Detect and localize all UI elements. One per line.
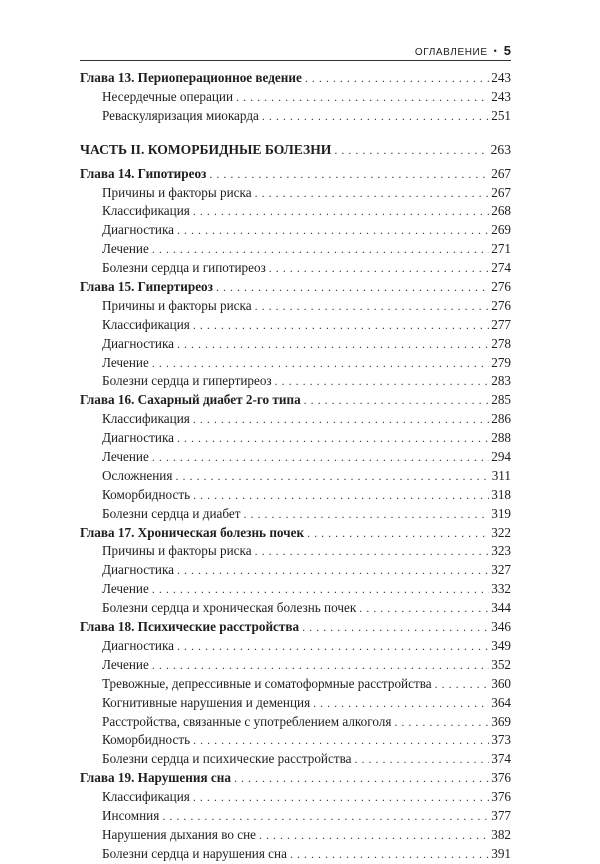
dot-leader: [355, 750, 490, 769]
toc-page-number: 286: [491, 411, 511, 427]
dot-leader: [236, 88, 489, 107]
toc-page-number: 271: [491, 241, 511, 257]
toc-section-row: [80, 448, 511, 467]
dot-leader: [193, 316, 489, 335]
toc-page-number: 332: [491, 581, 511, 597]
toc-chapter-row: [80, 391, 511, 410]
dot-leader: [152, 354, 489, 373]
toc-section-title: Лечение: [102, 581, 149, 597]
toc-section-row: [80, 675, 511, 694]
toc-section-title: Болезни сердца и гипертиреоз: [102, 373, 272, 389]
dot-leader: [305, 69, 489, 88]
dot-leader: [175, 467, 489, 486]
toc-section-row: [80, 259, 511, 278]
dot-leader: [209, 165, 489, 184]
dot-leader: [234, 769, 489, 788]
dot-leader: [313, 694, 489, 713]
dot-leader: [269, 259, 489, 278]
toc-section-row: [80, 505, 511, 524]
dot-leader: [334, 135, 488, 165]
toc-page-number: 288: [491, 430, 511, 446]
toc-page-number: 376: [491, 789, 511, 805]
dot-leader: [259, 826, 489, 845]
dot-leader: [193, 731, 489, 750]
toc-page-number: 279: [491, 354, 511, 370]
toc-chapter-row: [80, 618, 511, 637]
toc-section-row: [80, 599, 511, 618]
page-header: [80, 42, 511, 61]
toc-chapter-title: Глава 19. Нарушения сна: [80, 770, 231, 786]
toc-page-number: 376: [491, 770, 511, 786]
dot-leader: [193, 410, 489, 429]
dot-leader: [359, 599, 489, 618]
dot-leader: [177, 221, 489, 240]
toc-page-number: 377: [491, 807, 511, 823]
toc-section-title: Болезни сердца и нарушения сна: [102, 845, 287, 861]
dot-leader: [152, 240, 489, 259]
toc-section-row: [80, 656, 511, 675]
toc-section-row: [80, 694, 511, 713]
toc-page-number: 276: [491, 297, 511, 313]
toc-section-title: Причины и факторы риска: [102, 297, 252, 313]
toc-chapter-title: Глава 17. Хроническая болезнь почек: [80, 524, 305, 540]
dot-leader: [435, 675, 490, 694]
toc-section-title: Коморбидность: [102, 486, 191, 502]
table-of-contents: [80, 69, 511, 864]
toc-section-title: Инсомния: [102, 807, 160, 823]
toc-page-number: 243: [491, 70, 511, 85]
toc-section-title: Реваскуляризация миокарда: [102, 107, 259, 123]
toc-section-row: [80, 221, 511, 240]
toc-page-number: 391: [491, 845, 511, 861]
toc-page-number: 268: [491, 203, 511, 219]
toc-section-row: [80, 637, 511, 656]
toc-chapter-title: Глава 13. Периоперационное ведение: [80, 70, 302, 85]
dot-leader: [177, 637, 489, 656]
dot-leader: [216, 278, 489, 297]
dot-leader: [193, 788, 489, 807]
dot-leader: [290, 845, 489, 864]
toc-page-number: 267: [491, 184, 511, 200]
toc-page-number: 323: [491, 543, 511, 559]
page-number: 5: [503, 43, 511, 58]
toc-section-title: Болезни сердца и психические расстройства: [102, 751, 352, 767]
toc-chapter-row: [80, 165, 511, 184]
toc-page-number: 349: [491, 637, 511, 653]
dot-leader: [177, 335, 489, 354]
toc-section-title: Диагностика: [102, 222, 175, 238]
bullet-icon: •: [493, 46, 497, 56]
dot-leader: [152, 448, 489, 467]
toc-section-row: [80, 788, 511, 807]
toc-section-row: [80, 202, 511, 221]
toc-section-row: [80, 826, 511, 845]
toc-page-number: 251: [491, 107, 511, 123]
toc-page-number: 382: [491, 826, 511, 842]
dot-leader: [177, 429, 489, 448]
toc-page-number: 269: [491, 222, 511, 238]
toc-section-title: Когнитивные нарушения и деменция: [102, 694, 311, 710]
toc-section-row: [80, 807, 511, 826]
toc-section-row: [80, 429, 511, 448]
toc-chapter-title: Глава 15. Гипертиреоз: [80, 279, 213, 295]
toc-page-number: 278: [491, 335, 511, 351]
dot-leader: [152, 580, 489, 599]
dot-leader: [302, 618, 489, 637]
toc-section-title: Болезни сердца и диабет: [102, 505, 241, 521]
toc-section-row: [80, 713, 511, 732]
toc-section-title: Классификация: [102, 789, 190, 805]
toc-page-number: 285: [491, 392, 511, 408]
toc-chapter-row: [80, 69, 511, 88]
dot-leader: [193, 202, 489, 221]
toc-chapter-title: Глава 16. Сахарный диабет 2-го типа: [80, 392, 301, 408]
toc-section-row: [80, 335, 511, 354]
toc-section-row: [80, 372, 511, 391]
toc-page-number: 319: [491, 505, 511, 521]
toc-section-row: [80, 845, 511, 864]
toc-section-title: Причины и факторы риска: [102, 184, 252, 200]
toc-page-number: 276: [491, 279, 511, 295]
dot-leader: [275, 372, 490, 391]
toc-section-title: Классификация: [102, 411, 190, 427]
toc-page-number: 243: [491, 88, 511, 104]
dot-leader: [307, 524, 489, 543]
toc-page-number: 360: [491, 675, 511, 691]
toc-section-row: [80, 542, 511, 561]
running-header: [415, 42, 511, 60]
toc-page-number: 267: [491, 165, 511, 181]
toc-section-row: [80, 107, 511, 126]
toc-section-row: [80, 240, 511, 259]
toc-section-row: [80, 88, 511, 107]
toc-section-row: [80, 297, 511, 316]
toc-page-number: 294: [491, 449, 511, 465]
dot-leader: [255, 184, 490, 203]
toc-section-title: Причины и факторы риска: [102, 543, 252, 559]
toc-section-title: Тревожные, депрессивные и соматоформные расстройства: [102, 675, 432, 691]
toc-page-number: 322: [491, 524, 511, 540]
toc-page-number: 283: [491, 373, 511, 389]
toc-page-number: 374: [491, 751, 511, 767]
toc-page-number: 373: [491, 732, 511, 748]
toc-section-title: Лечение: [102, 241, 149, 257]
toc-section-title: Болезни сердца и хроническая болезнь почек: [102, 600, 357, 616]
toc-section-title: Лечение: [102, 354, 149, 370]
header-title: ОГЛАВЛЕНИЕ: [414, 47, 488, 58]
toc-page-number: 277: [491, 316, 511, 332]
toc-section-row: [80, 731, 511, 750]
toc-chapter-title: Глава 14. Гипотиреоз: [80, 165, 207, 181]
dot-leader: [255, 297, 490, 316]
toc-section-title: Диагностика: [102, 335, 175, 351]
dot-leader: [177, 561, 489, 580]
toc-part-title: ЧАСТЬ II. КОМОРБИДНЫЕ БОЛЕЗНИ: [80, 141, 332, 157]
toc-section-title: Коморбидность: [102, 732, 191, 748]
toc-section-title: Несердечные операции: [102, 88, 234, 104]
toc-page-number: 311: [491, 467, 511, 483]
dot-leader: [162, 807, 489, 826]
toc-section-row: [80, 580, 511, 599]
toc-part-row: [80, 135, 511, 165]
toc-section-row: [80, 467, 511, 486]
toc-chapter-row: [80, 524, 511, 543]
toc-section-title: Классификация: [102, 203, 190, 219]
toc-section-title: Диагностика: [102, 637, 175, 653]
toc-section-row: [80, 354, 511, 373]
toc-section-title: Осложнения: [102, 467, 173, 483]
dot-leader: [304, 391, 490, 410]
toc-page-number: 327: [491, 562, 511, 578]
toc-page-number: 364: [491, 694, 511, 710]
dot-leader: [394, 713, 489, 732]
toc-section-row: [80, 750, 511, 769]
toc-page-number: 274: [491, 260, 511, 276]
dot-leader: [244, 505, 490, 524]
toc-chapter-title: Глава 18. Психические расстройства: [80, 619, 300, 635]
toc-chapter-row: [80, 278, 511, 297]
dot-leader: [255, 542, 490, 561]
toc-section-row: [80, 316, 511, 335]
toc-page-number: 369: [491, 713, 511, 729]
toc-section-row: [80, 561, 511, 580]
toc-section-title: Расстройства, связанные с употреблением алкоголя: [102, 713, 392, 729]
toc-section-title: Диагностика: [102, 430, 175, 446]
dot-leader: [262, 107, 489, 126]
toc-section-title: Лечение: [102, 449, 149, 465]
toc-page-number: 352: [491, 656, 511, 672]
toc-section-row: [80, 410, 511, 429]
toc-page-number: 344: [491, 600, 511, 616]
toc-section-row: [80, 486, 511, 505]
toc-section-title: Болезни сердца и гипотиреоз: [102, 260, 266, 276]
toc-page-number: 318: [491, 486, 511, 502]
toc-section-title: Классификация: [102, 316, 190, 332]
toc-section-row: [80, 184, 511, 203]
dot-leader: [193, 486, 489, 505]
toc-chapter-row: [80, 769, 511, 788]
dot-leader: [152, 656, 489, 675]
toc-section-title: Лечение: [102, 656, 149, 672]
toc-page-number: 263: [490, 141, 511, 157]
toc-page-number: 346: [491, 619, 511, 635]
toc-section-title: Диагностика: [102, 562, 175, 578]
toc-section-title: Нарушения дыхания во сне: [102, 826, 256, 842]
